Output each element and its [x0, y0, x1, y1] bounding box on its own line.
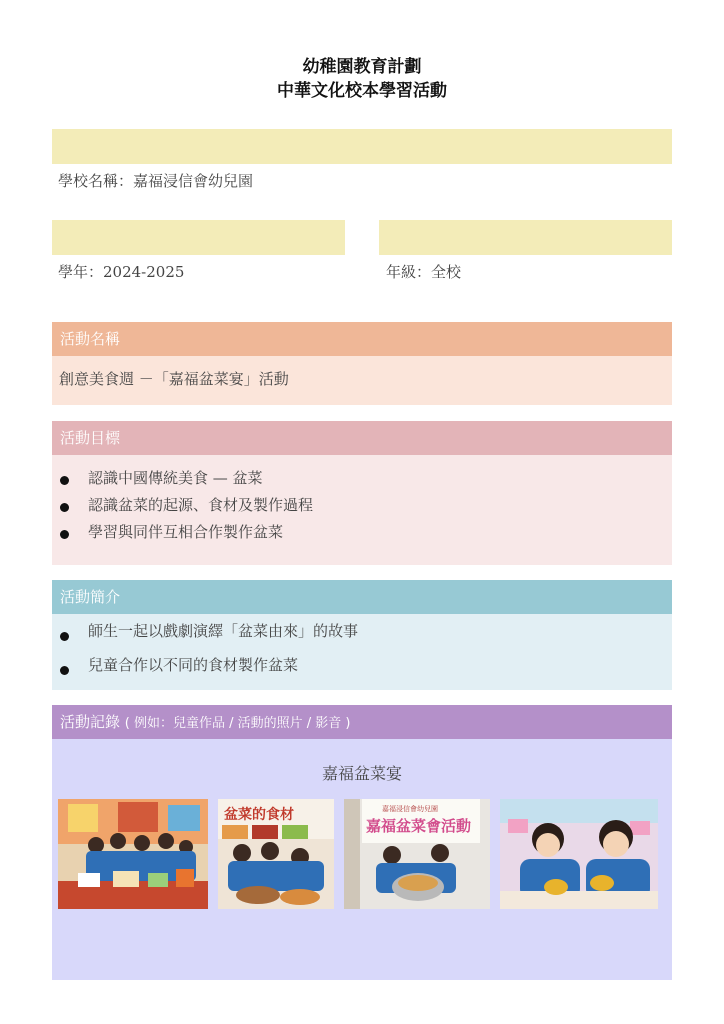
activity-record-title: 活動記錄 [60, 713, 121, 731]
list-item-text: 兒童合作以不同的食材製作盆菜 [88, 656, 299, 674]
bullet-icon [60, 632, 69, 641]
school-name-bar [52, 129, 672, 164]
activity-goals-list [52, 467, 672, 548]
page-title-line-2: 中華文化校本學習活動 [277, 81, 447, 101]
activity-name-body [52, 356, 672, 405]
bullet-icon [60, 476, 69, 485]
bullet-icon [60, 503, 69, 512]
activity-record-note: ( 例如：兒童作品 / 活動的照片 / 影音 ) [124, 716, 351, 731]
activity-photo-3 [344, 799, 490, 909]
activity-photo-1 [58, 799, 208, 909]
gallery-caption: 嘉福盆菜宴 [321, 764, 402, 783]
list-item [52, 654, 672, 688]
list-item [52, 521, 672, 548]
activity-intro-list [52, 620, 672, 688]
activity-goals-heading: 活動目標 [52, 421, 672, 455]
grade-field: 年級：全校 [386, 263, 462, 281]
ingredients-sign-text: 盆菜的食材 [224, 807, 294, 823]
list-item-text: 認識中國傳統美食 — 盆菜 [88, 469, 263, 487]
bullet-icon [60, 530, 69, 539]
activity-name-value: 創意美食週 －「嘉福盆菜宴」活動 [59, 370, 289, 388]
activity-intro-heading: 活動簡介 [52, 580, 672, 614]
activity-intro-body [52, 614, 672, 690]
banner-top-text: 嘉福浸信會幼兒園 [382, 805, 438, 813]
activity-photo-4 [500, 799, 658, 909]
list-item-text: 學習與同伴互相合作製作盆菜 [88, 523, 284, 541]
activity-name-heading: 活動名稱 [52, 322, 672, 356]
grade-bar [379, 220, 672, 255]
school-year-bar [52, 220, 345, 255]
school-year-field: 學年：2024-2025 [58, 263, 185, 281]
list-item [52, 467, 672, 494]
activity-photo-2 [218, 799, 334, 909]
list-item [52, 620, 672, 654]
activity-record-body [52, 739, 672, 980]
bullet-icon [60, 666, 69, 675]
list-item [52, 494, 672, 521]
list-item-text: 認識盆菜的起源、食材及製作過程 [88, 496, 314, 514]
list-item-text: 師生一起以戲劇演繹「盆菜由來」的故事 [88, 622, 359, 640]
page-title-line-1: 幼稚園教育計劃 [302, 57, 422, 77]
banner-text: 嘉福盆菜會活動 [366, 817, 472, 835]
activity-goals-body [52, 455, 672, 565]
school-name-field: 學校名稱：嘉福浸信會幼兒園 [58, 172, 254, 190]
activity-record-heading [52, 705, 672, 739]
